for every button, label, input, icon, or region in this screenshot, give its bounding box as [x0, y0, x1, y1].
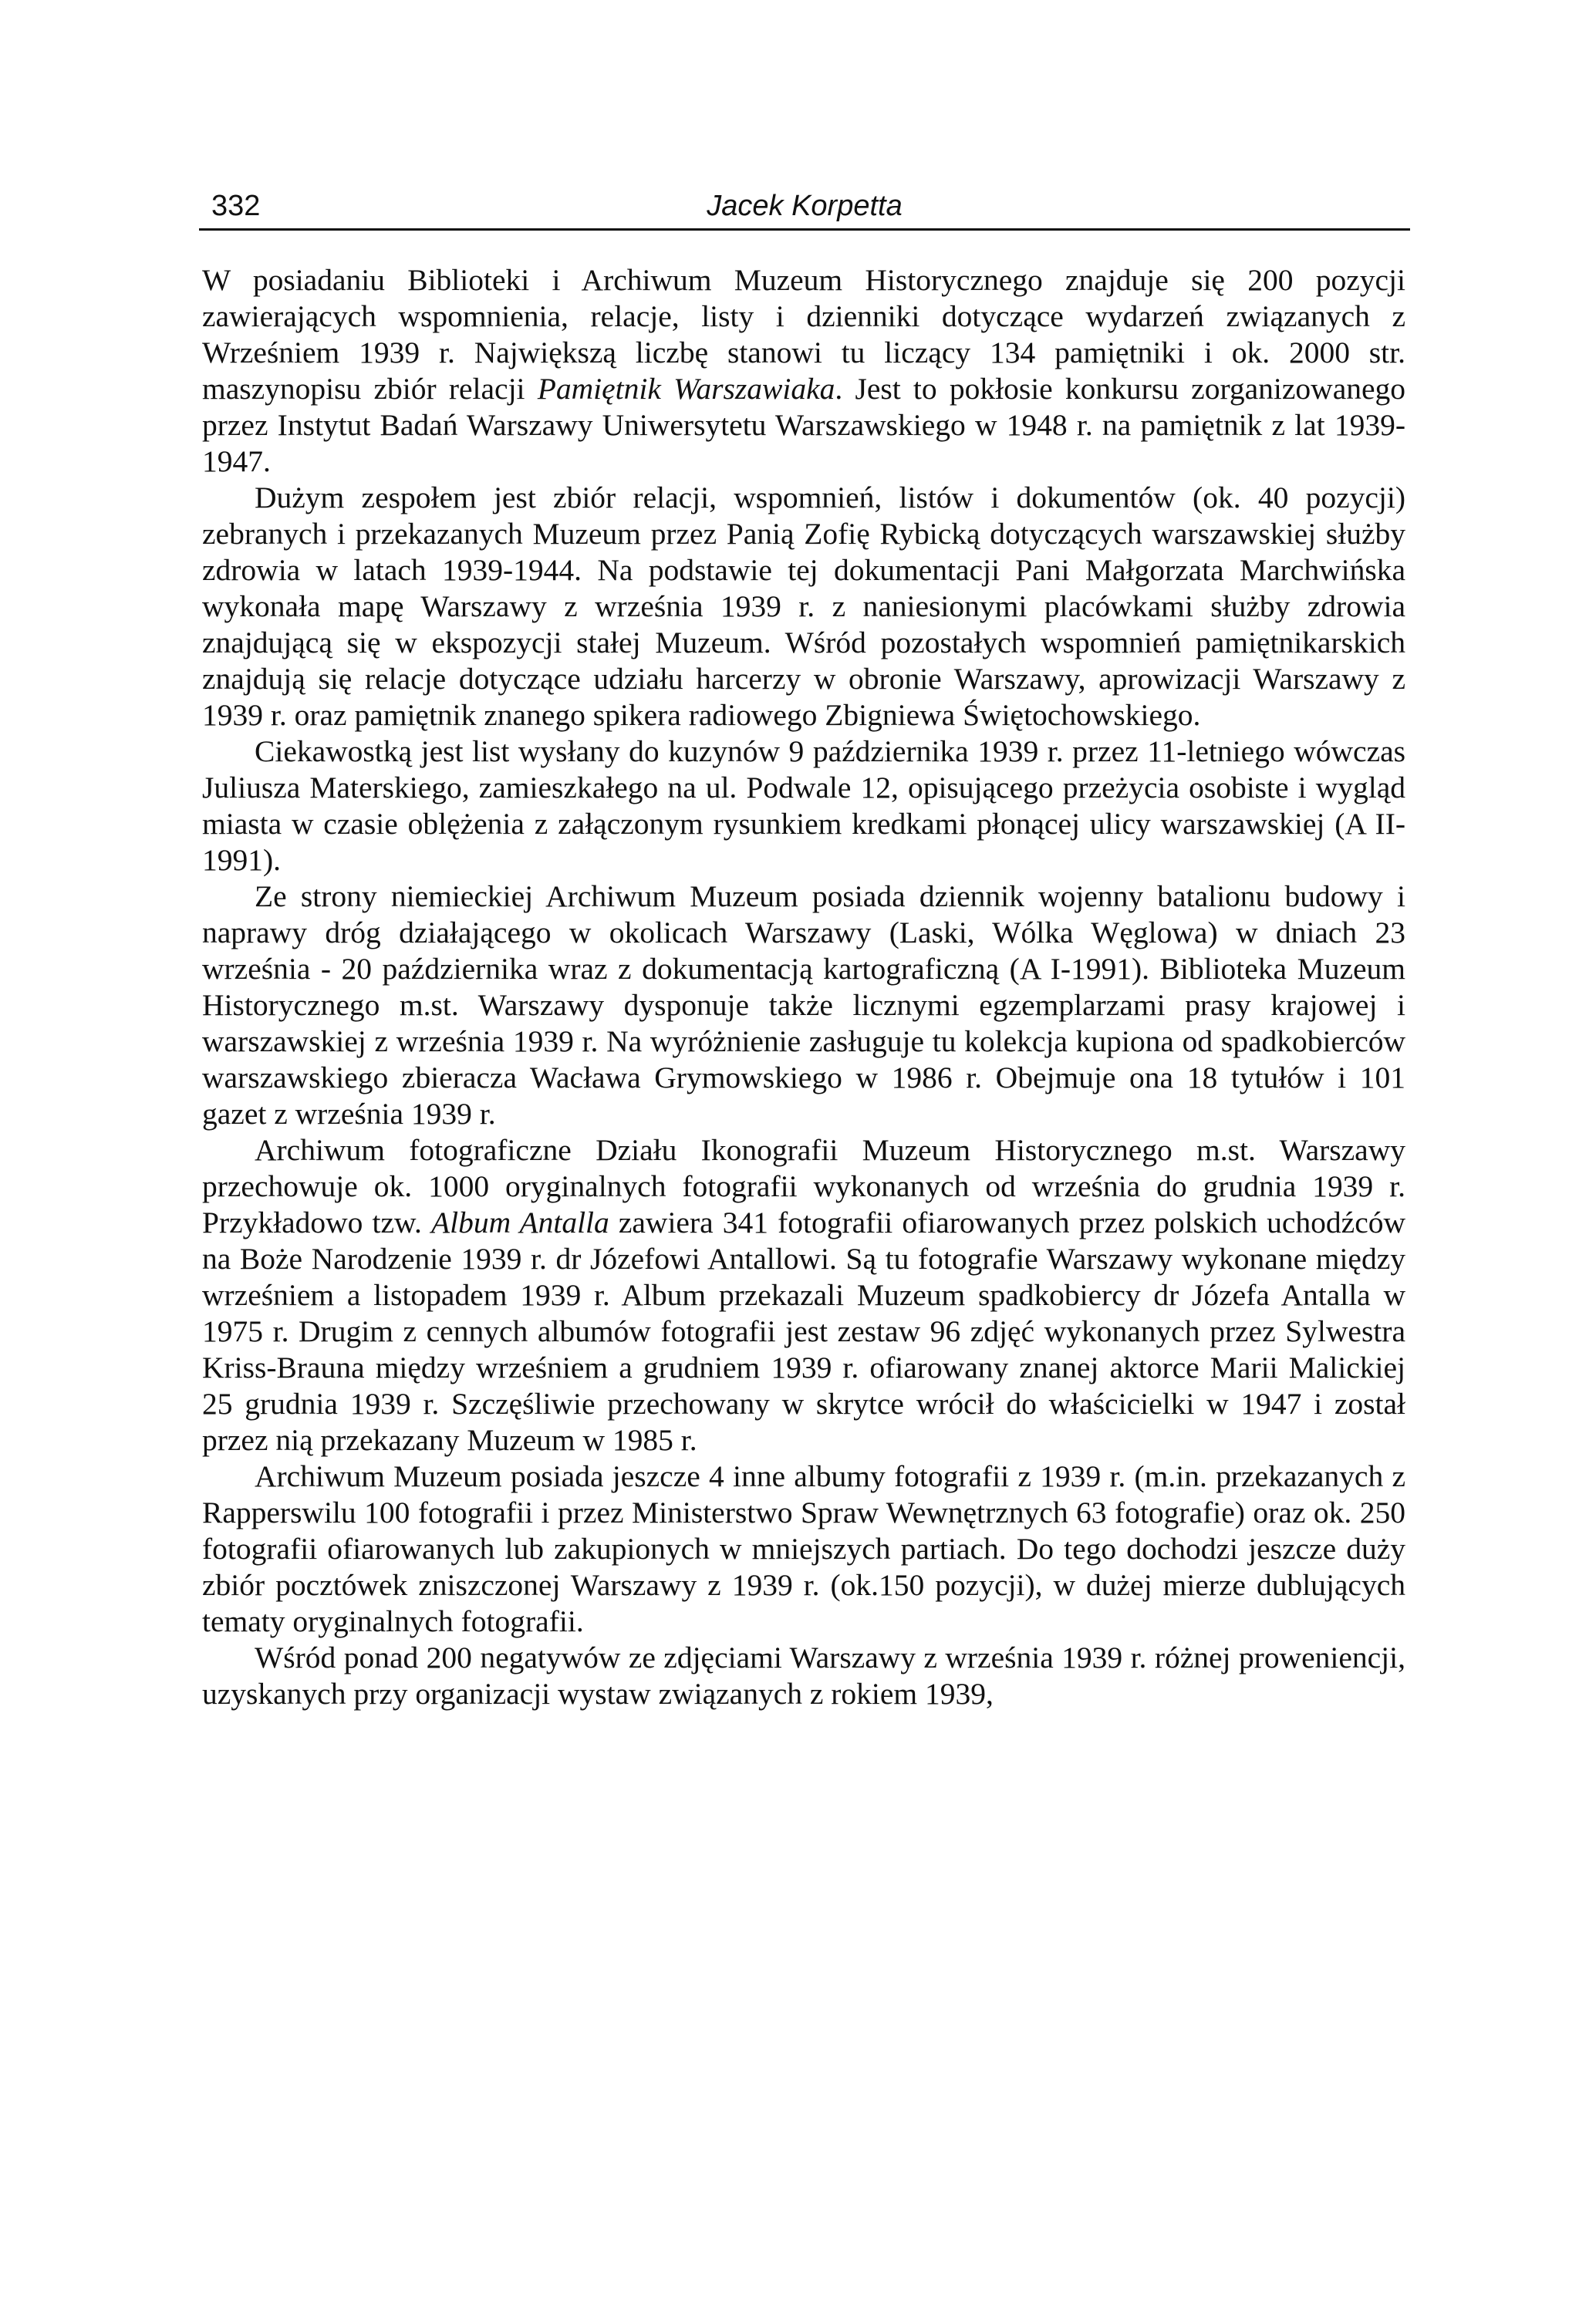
- running-head-author: Jacek Korpetta: [707, 190, 903, 222]
- paragraph-5-text-a: Archiwum fotograficzne Działu Ikonografii Muzeum Historycznego m.st. Warszawy przechowuje ok. 1000 oryginalnych fotografii wykonanych od września do grudnia 1939 r. Przykładowo tzw.: [202, 1133, 1405, 1239]
- page-number: 332: [211, 190, 261, 222]
- running-head: [199, 190, 1410, 227]
- header-rule: [199, 228, 1410, 231]
- paragraph-3: Ciekawostką jest list wysłany do kuzynów 9 października 1939 r. przez 11-letniego wówczas Juliusza Materskiego, zamieszkałego na ul. Podwale 12, opisującego przeżycia osobiste i wygląd miasta w czasie oblężenia z załączonym rysunkiem kredkami płonącej ulicy warszawskiej (A II-1991).: [202, 734, 1405, 877]
- paragraph-7: Wśród ponad 200 negatywów ze zdjęciami Warszawy z września 1939 r. różnej proweniencji, uzyskanych przy organizacji wystaw związanych z rokiem 1939,: [202, 1641, 1405, 1711]
- paragraph-1: [202, 262, 1405, 480]
- paragraph-5-title: Album Antalla: [430, 1206, 609, 1239]
- paragraph-6: Archiwum Muzeum posiada jeszcze 4 inne albumy fotografii z 1939 r. (m.in. przekazanych z Rapperswilu 100 fotografii i przez Ministerstwo Spraw Wewnętrznych 63 fotografie) oraz ok. 250 fotografii ofiarowanych lub zakupionych w mniejszych partiach. Do tego dochodzi jeszcze duży zbiór pocztówek zniszczonej Warszawy z 1939 r. (ok.150 pozycji), w dużej mierze dublujących tematy oryginalnych fotografii.: [202, 1459, 1405, 1638]
- paragraph-1-text-b: . Jest to pokłosie konkursu zorganizowanego przez Instytut Badań Warszawy Uniwersytetu Warszawskiego w 1948 r. na pamiętnik z lat 1939-1947.: [202, 372, 1406, 478]
- body-text: [202, 262, 1405, 1712]
- paragraph-4: Ze strony niemieckiej Archiwum Muzeum posiada dziennik wojenny batalionu budowy i naprawy dróg działającego w okolicach Warszawy (Laski, Wólka Węglowa) w dniach 23 września - 20 października wraz z dokumentacją kartograficzną (A I-1991). Biblioteka Muzeum Historycznego m.st. Warszawy dysponuje także licznymi egzemplarzami prasy krajowej i warszawskiej z września 1939 r. Na wyróżnienie zasługuje tu kolekcja kupiona od spadkobierców warszawskiego zbieracza Wacława Grymowskiego w 1986 r. Obejmuje ona 18 tytułów i 101 gazet z września 1939 r.: [202, 879, 1405, 1131]
- paragraph-5: [202, 1132, 1405, 1459]
- paragraph-2: Dużym zespołem jest zbiór relacji, wspomnień, listów i dokumentów (ok. 40 pozycji) zebranych i przekazanych Muzeum przez Panią Zofię Rybicką dotyczących warszawskiej służby zdrowia w latach 1939-1944. Na podstawie tej dokumentacji Pani Małgorzata Marchwińska wykonała mapę Warszawy z września 1939 r. z naniesionymi placówkami służby zdrowia znajdującą się w ekspozycji stałej Muzeum. Wśród pozostałych wspomnień pamiętnikarskich znajdują się relacje dotyczące udziału harcerzy w obronie Warszawy, aprowizacji Warszawy z 1939 r. oraz pamiętnik znanego spikera radiowego Zbigniewa Świętochowskiego.: [202, 481, 1405, 732]
- paragraph-1-title: Pamiętnik Warszawiaka: [537, 372, 835, 406]
- paragraph-5-text-b: zawiera 341 fotografii ofiarowanych przez polskich uchodźców na Boże Narodzenie 1939 r. dr Józefowi Antallowi. Są tu fotografie Warszawy wykonane między wrześniem a listopadem 1939 r. Album przekazali Muzeum spadkobiercy dr Józefa Antalla w 1975 r. Drugim z cennych albumów fotografii jest zestaw 96 zdjęć wykonanych przez Sylwestra Kriss-Brauna między wrześniem a grudniem 1939 r. ofiarowany znanej aktorce Marii Malickiej 25 grudnia 1939 r. Szczęśliwie przechowany w skrytce wrócił do właścicielki w 1947 i został przez nią przekazany Muzeum w 1985 r.: [202, 1206, 1406, 1457]
- paragraph-1-text-a: W posiadaniu Biblioteki i Archiwum Muzeum Historycznego znajduje się 200 pozycji zawierających wspomnienia, relacje, listy i dzienniki dotyczące wydarzeń związanych z Wrześniem 1939 r. Największą liczbę stanowi tu liczący 134 pamiętniki i ok. 2000 str. maszynopisu zbiór relacji: [202, 263, 1405, 406]
